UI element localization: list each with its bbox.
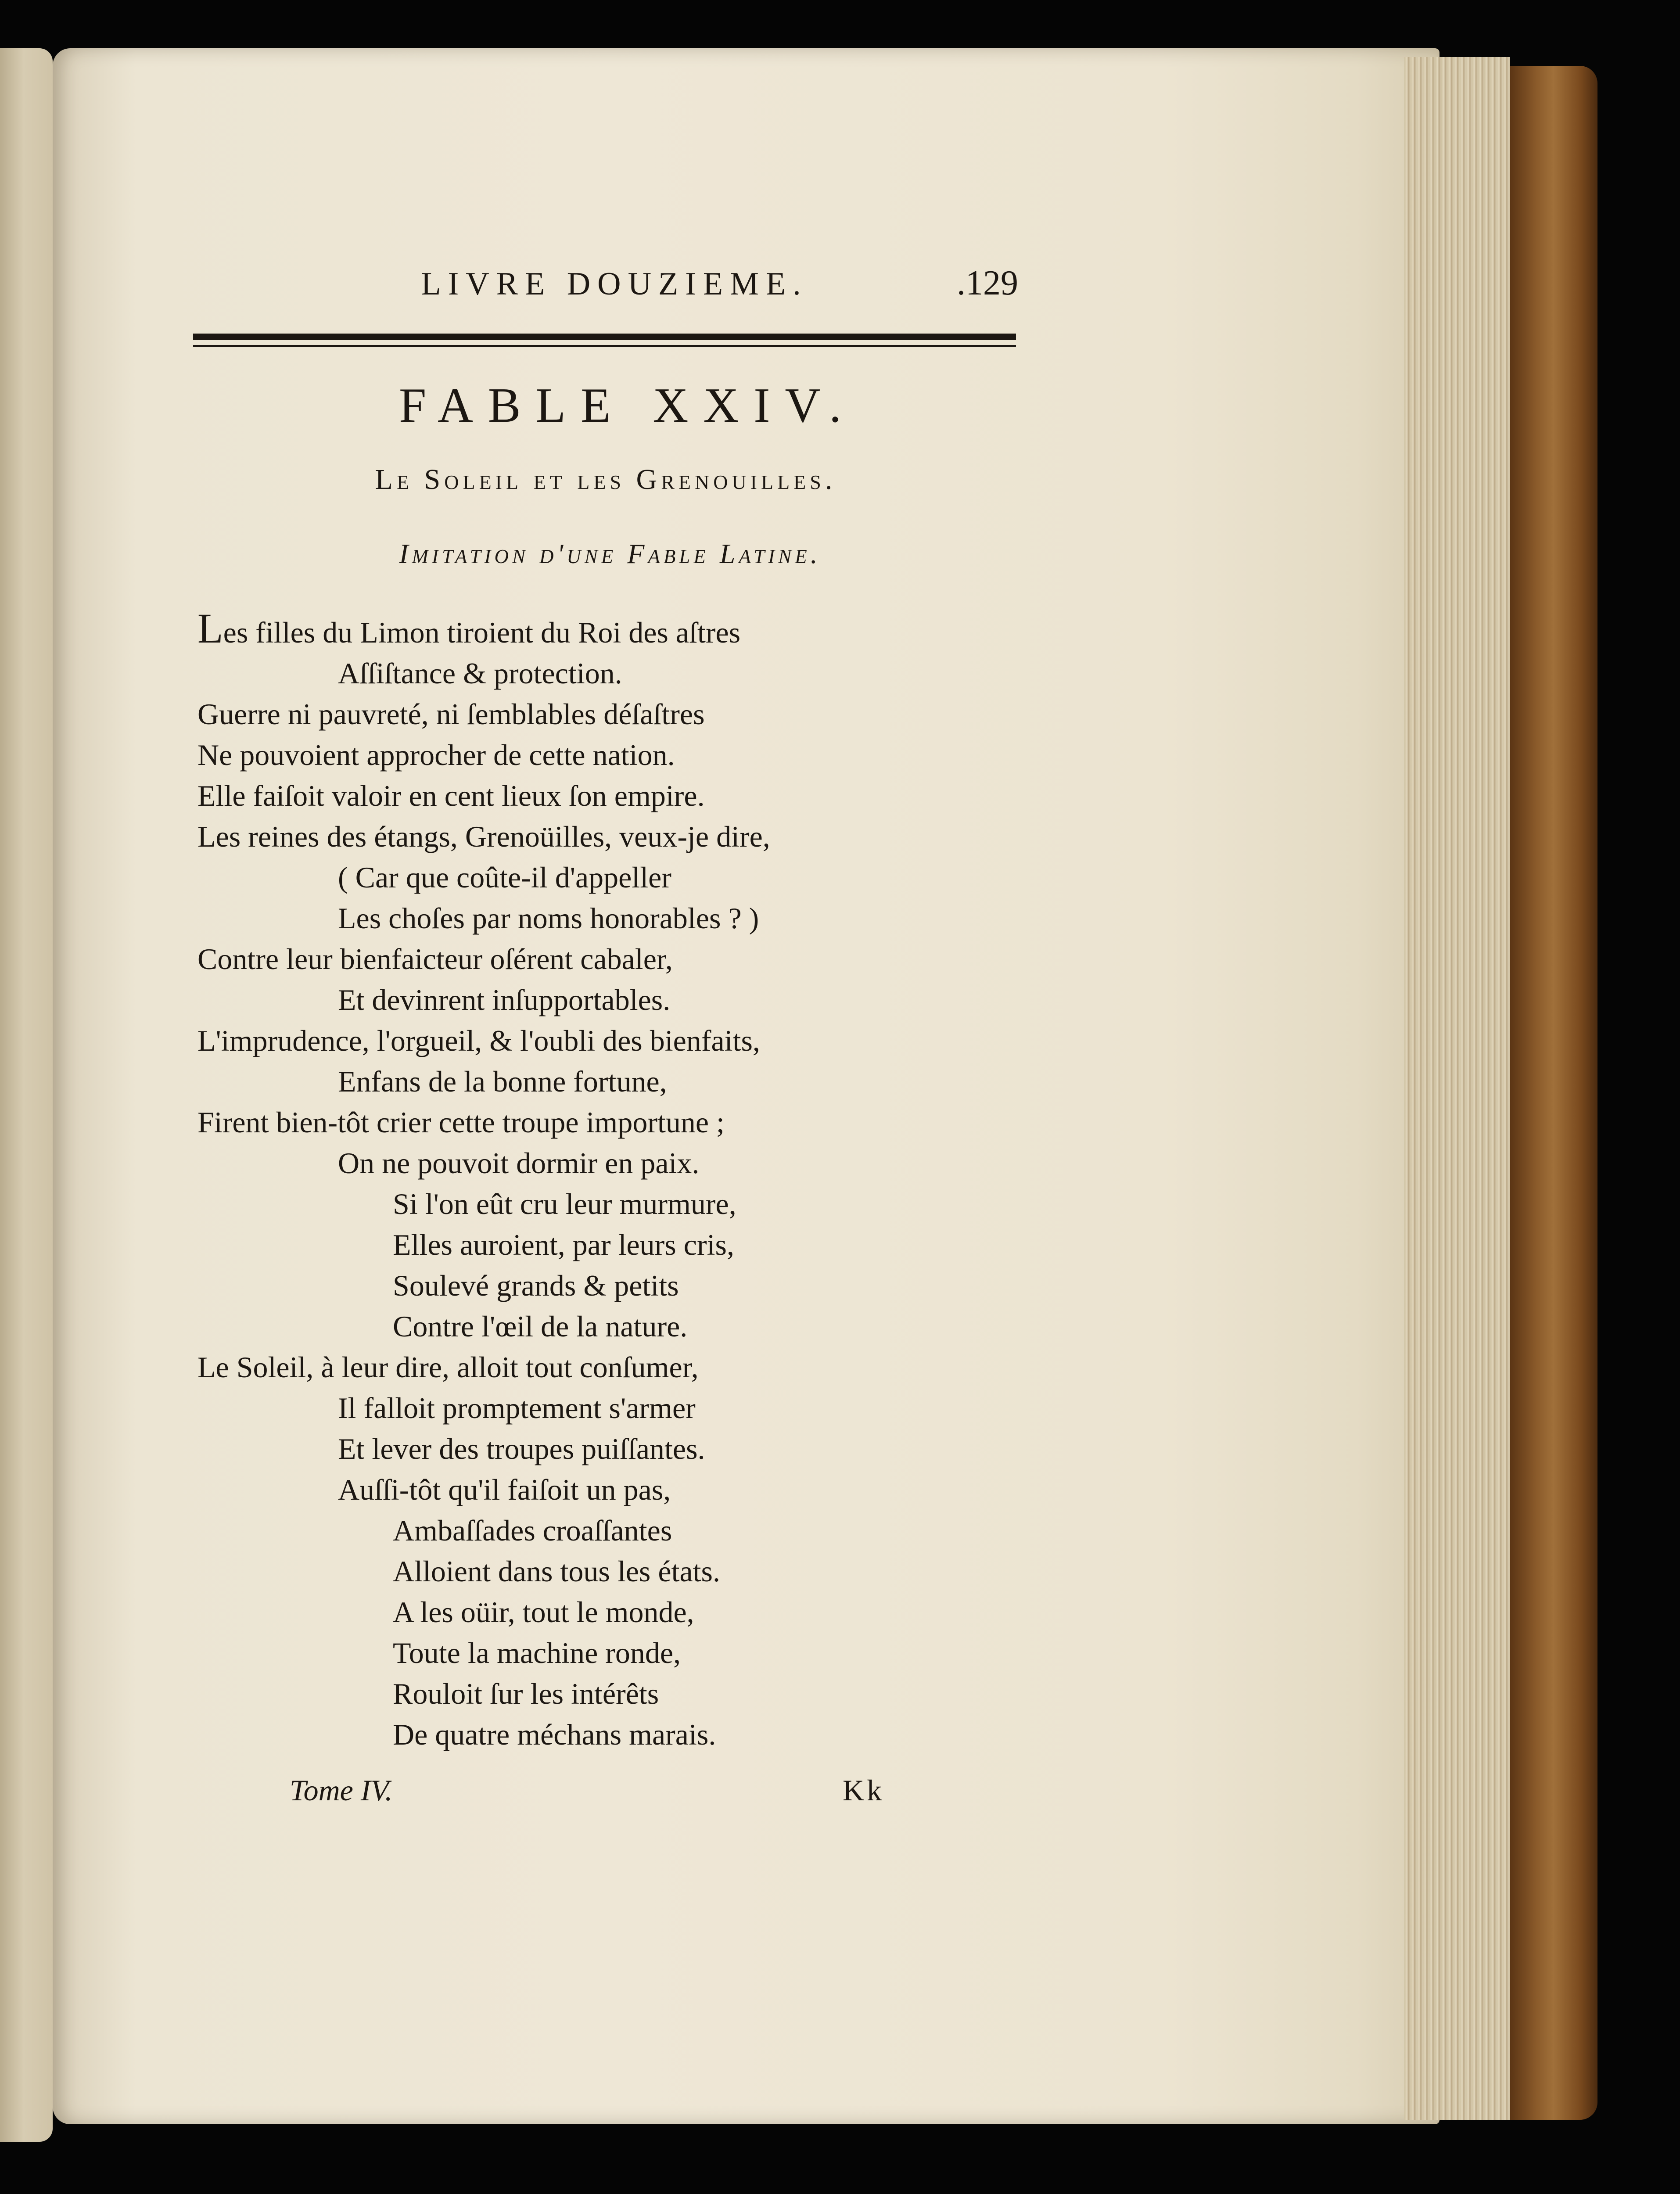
verse-line: Ambaſſades croaſſantes xyxy=(393,1514,672,1547)
previous-page-edge xyxy=(0,48,53,2142)
verse-line: Et devinrent inſupportables. xyxy=(338,983,671,1016)
verse-line: Alloient dans tous les états. xyxy=(393,1555,721,1588)
verse-line: Les reines des étangs, Grenoüilles, veux-je dire, xyxy=(197,820,770,853)
verse-line: Elles auroient, par leurs cris, xyxy=(393,1228,734,1261)
verse-line: Le Soleil, à leur dire, alloit tout conſumer, xyxy=(197,1350,699,1384)
rule-thin-line xyxy=(193,345,1016,347)
verse-line: Enfans de la bonne fortune, xyxy=(338,1065,667,1098)
verse-line: Contre leur bienfaicteur oſérent cabaler, xyxy=(197,942,673,976)
verse-line: Soulevé grands & petits xyxy=(393,1269,679,1302)
verse-line: De quatre méchans marais. xyxy=(393,1718,716,1751)
running-head: LIVRE DOUZIEME. xyxy=(421,266,808,302)
double-rule-divider xyxy=(193,334,1016,351)
leather-cover xyxy=(1510,66,1597,2120)
fable-subtitle: Le Soleil et les Grenouilles. xyxy=(375,463,836,496)
verse-line: ( Car que coûte-il d'appeller xyxy=(338,861,671,894)
verse-line: Et lever des troupes puiſſantes. xyxy=(338,1432,705,1465)
rule-thick-line xyxy=(193,334,1016,340)
verse-line: Auſſi-tôt qu'il faiſoit un pas, xyxy=(338,1473,671,1506)
verse-line: A les oüir, tout le monde, xyxy=(393,1595,694,1629)
verse-line: Contre l'œil de la nature. xyxy=(393,1310,688,1343)
verse-block xyxy=(197,605,1031,1755)
signature-mark: Kk xyxy=(843,1774,885,1807)
fable-title: FABLE XXIV. xyxy=(399,378,856,433)
verse-line: Elle faiſoit valoir en cent lieux ſon empire. xyxy=(197,779,705,812)
verse-line: Il falloit promptement s'armer xyxy=(338,1391,696,1425)
verse-line: Aſſiſtance & protection. xyxy=(338,657,622,690)
verse-line: On ne pouvoit dormir en paix. xyxy=(338,1146,700,1180)
page-block-fore-edge xyxy=(1404,57,1510,2120)
verse-line: Si l'on eût cru leur murmure, xyxy=(393,1187,736,1221)
first-line-text: es filles du Limon tiroient du Roi des aſtres xyxy=(223,616,741,649)
footer-tome: Tome IV. xyxy=(290,1774,393,1807)
imitation-note: Imitation d'une Fable Latine. xyxy=(399,538,821,569)
verse-line: Firent bien-tôt crier cette troupe importune ; xyxy=(197,1106,725,1139)
drop-capital: L xyxy=(197,605,223,652)
verse-line: Ne pouvoient approcher de cette nation. xyxy=(197,738,675,772)
verse-line: Rouloit ſur les intérêts xyxy=(393,1677,659,1710)
verse-line: Guerre ni pauvreté, ni ſemblables déſaſtres xyxy=(197,697,705,731)
verse-line: Toute la machine ronde, xyxy=(393,1636,681,1670)
verse-line: Les choſes par noms honorables ? ) xyxy=(338,901,759,935)
verse-line: L'imprudence, l'orgueil, & l'oubli des bienfaits, xyxy=(197,1024,760,1057)
page-number: .129 xyxy=(957,264,1018,302)
verse-line-first xyxy=(197,605,1031,653)
